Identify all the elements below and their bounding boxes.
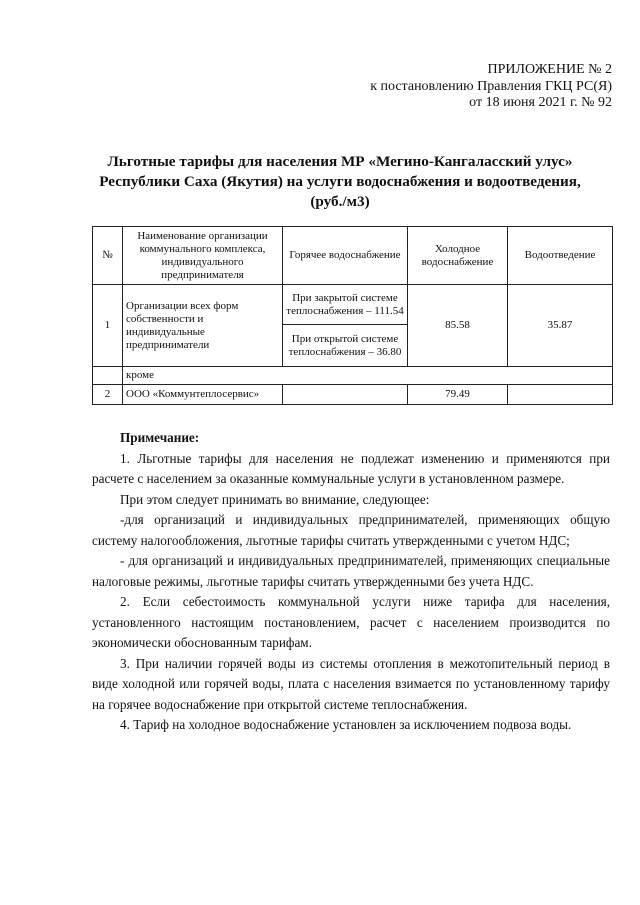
note-paragraph-2: При этом следует принимать во внимание, следующее: <box>120 491 430 507</box>
row2-hot-water <box>283 385 408 405</box>
note-paragraph-4: - для организаций и индивидуальных предпринимателей, применяющих специальные налоговые режимы, льготные тарифы считать утвержденными без учета НДС. <box>92 553 610 589</box>
appendix-header <box>370 62 612 112</box>
note-paragraph-5: 2. Если себестоимость коммунальной услуги ниже тарифа для населения, установленного настоящим постановлением, расчет с населением производится по экономически обоснованным тарифам. <box>92 594 610 650</box>
row2-sewerage <box>508 385 613 405</box>
appendix-resolution-ref: к постановлению Правления ГКЦ РС(Я) <box>370 78 612 94</box>
appendix-title: ПРИЛОЖЕНИЕ № 2 <box>487 62 612 77</box>
row1-hot-closed: При закрытой системе теплоснабжения – 111.54 <box>283 285 408 325</box>
table-header-row <box>93 227 613 285</box>
header-hot-water: Горячее водоснабжение <box>283 227 408 285</box>
row1-cold-water: 85.58 <box>408 285 508 367</box>
except-label: кроме <box>123 367 613 385</box>
row1-organization: Организации всех форм собственности и индивидуальные предприниматели <box>123 285 283 367</box>
title-line-3: (руб./м3) <box>310 193 370 210</box>
notes-section <box>92 428 610 736</box>
appendix-date: от 18 июня 2021 г. № 92 <box>469 95 612 110</box>
table-row <box>93 285 613 325</box>
table-row <box>93 385 613 405</box>
note-paragraph-7: 4. Тариф на холодное водоснабжение установлен за исключением подвоза воды. <box>120 717 572 732</box>
row2-organization: ООО «Коммунтеплосервис» <box>123 385 283 405</box>
notes-heading: Примечание: <box>120 430 200 445</box>
header-num: № <box>93 227 123 285</box>
row1-num: 1 <box>93 285 123 367</box>
document-title <box>60 152 620 212</box>
note-paragraph-6: 3. При наличии горячей воды из системы отопления в межотопительный период в виде холодной или горячей воды, плата с населения взимается по установленному тарифу на горячее водоснабжение при открытой системе теплоснабжения. <box>92 655 610 712</box>
header-cold-water: Холодное водоснабжение <box>408 227 508 285</box>
title-line-1: Льготные тарифы для населения МР «Мегино-Кангаласский улус» <box>107 153 573 170</box>
tariff-table <box>92 226 613 405</box>
row2-cold-water: 79.49 <box>408 385 508 405</box>
header-sewerage: Водоотведение <box>508 227 613 285</box>
row2-num: 2 <box>93 385 123 405</box>
row1-hot-open: При открытой системе теплоснабжения – 36.80 <box>283 325 408 367</box>
note-paragraph-1: 1. Льготные тарифы для населения не подлежат изменению и применяются при расчете с населением за оказанные коммунальные услуги в установленном размере. <box>92 450 610 486</box>
header-organization: Наименование организации коммунального комплекса, индивидуального предпринимателя <box>123 227 283 285</box>
table-row-except <box>93 367 613 385</box>
note-paragraph-3: -для организаций и индивидуальных предпринимателей, применяющих общую систему налогообложения, льготные тарифы считать утвержденными с учетом НДС; <box>92 512 610 548</box>
row1-sewerage: 35.87 <box>508 285 613 367</box>
title-line-2: Республики Саха (Якутия) на услуги водоснабжения и водоотведения, <box>99 173 581 190</box>
except-num-cell <box>93 367 123 385</box>
